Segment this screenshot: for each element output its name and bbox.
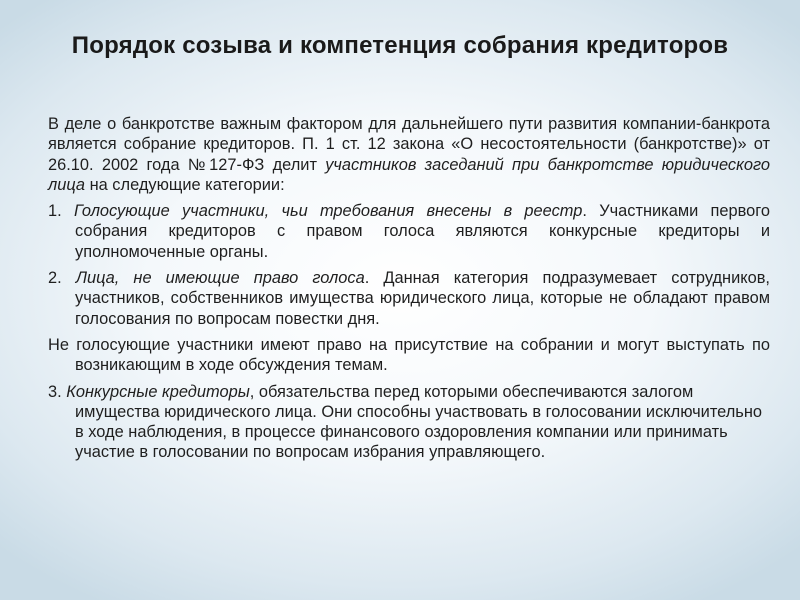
slide-title: Порядок созыва и компетенция собрания кредиторов (71, 32, 729, 59)
list-item-italic-term: Лица, не имеющие право голоса (75, 269, 365, 288)
slide-body (48, 114, 770, 469)
list-item-text: . Данная категория подразумевает сотрудников, участников, собственников имущества юридического лица, которые не обладают правом голосования по вопросам повестки дня. (75, 269, 770, 328)
list-item-text: , обязательства перед которыми обеспечиваются залогом имущества юридического лица. Они способны участвовать в голосовании исключительно в ходе наблюдения, в процессе финансового оздоровления компании или принимать участие в голосовании по вопросам избрания управляющего. (75, 382, 762, 462)
list-item-italic-term: Конкурсные кредиторы (66, 382, 250, 401)
list-item-italic-term: Голосующие участники, чьи требования внесены в реестр (73, 202, 583, 221)
list-item-2 (48, 268, 770, 329)
intro-text-start: В деле о банкротстве важным фактором для дальнейшего пути развития компании-банкрота является собрание кредиторов. П. 1 ст. 12 закона «О несостоятельности (банкротстве)» от 26.10. 2002 года №127-ФЗ делит (48, 115, 770, 174)
list-item-number: 2. (48, 269, 76, 288)
list-item-number: 1. (48, 202, 74, 221)
intro-text-end: на следующие категории: (85, 175, 285, 194)
list-item-number: 3. (48, 382, 67, 401)
list-item-3 (48, 382, 770, 463)
note-paragraph (48, 335, 770, 376)
list-item-1 (48, 201, 770, 262)
note-text: Не голосующие участники имеют право на присутствие на собрании и могут выступать по возникающим в ходе обсуждения темам. (48, 335, 770, 375)
list-item-text: . Участниками первого собрания кредиторов с правом голоса являются конкурсные кредиторы и уполномоченные органы. (75, 202, 770, 261)
intro-paragraph (48, 114, 770, 195)
intro-italic-text: участников заседаний при банкротстве юридического лица (48, 155, 770, 194)
